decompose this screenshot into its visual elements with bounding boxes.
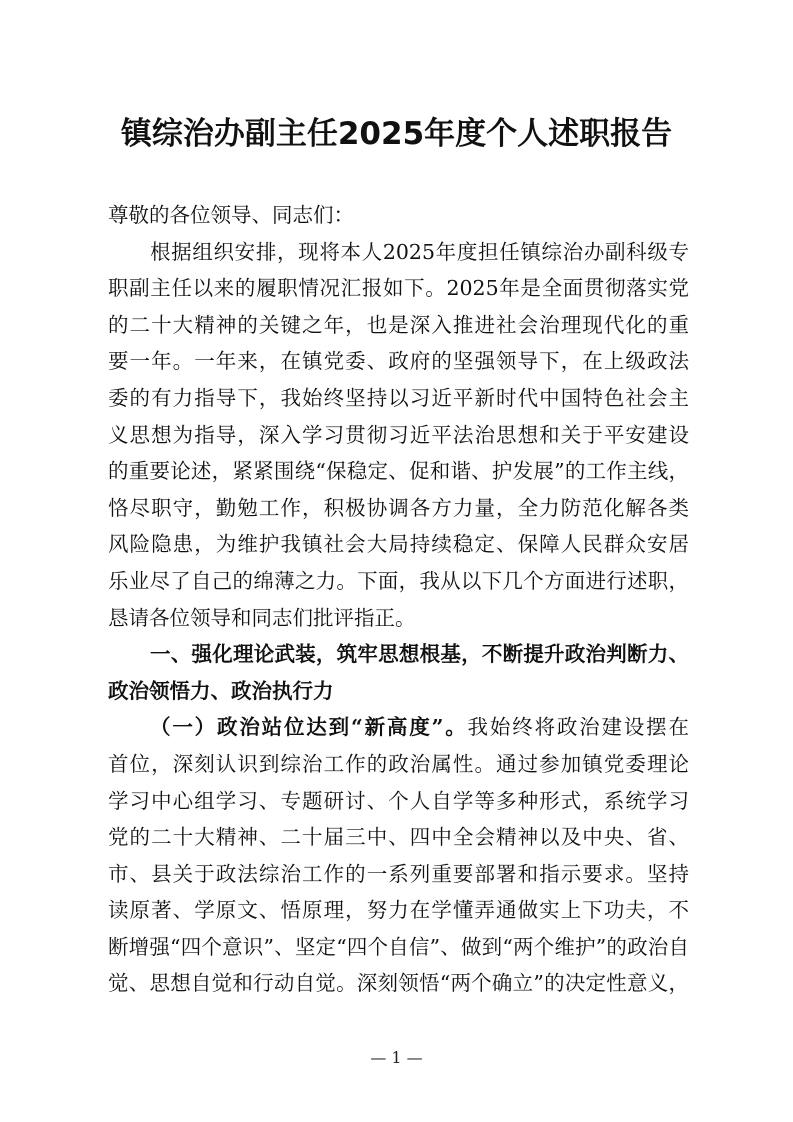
text-line: 风险隐患，为维护我镇社会大局持续稳定、保障人民群众安居 <box>108 532 689 557</box>
subsection-first-line <box>108 709 689 746</box>
subsection-first-line-rest: 我始终将政治建设摆在 <box>467 715 689 740</box>
text-line: 的二十大精神的关键之年，也是深入推进社会治理现代化的重 <box>108 312 689 337</box>
salutation: 尊敬的各位领导、同志们： <box>108 203 354 227</box>
text-line: 的重要论述，紧紧围绕“保稳定、促和谐、护发展”的工作主线， <box>108 459 689 484</box>
text-line: 职副主任以来的履职情况汇报如下。2025年是全面贯彻落实党 <box>108 276 689 301</box>
text-line: 党的二十大精神、二十届三中、四中全会精神以及中央、省、 <box>108 825 689 850</box>
text-line: 委的有力指导下，我始终坚持以习近平新时代中国特色社会主 <box>108 385 689 410</box>
intro-paragraph <box>108 234 689 637</box>
text-line: 政治领悟力、政治执行力 <box>108 678 334 703</box>
document-title: 镇综治办副主任2025年度个人述职报告 <box>120 116 673 152</box>
text-line: 根据组织安排，现将本人2025年度担任镇综治办副科级专 <box>150 239 689 264</box>
subsection-paragraph <box>108 709 689 1002</box>
text-line: 市、县关于政法综治工作的一系列重要部署和指示要求。坚持 <box>108 861 689 886</box>
page-number: — 1 — <box>370 1048 423 1067</box>
text-line: 学习中心组学习、专题研讨、个人自学等多种形式，系统学习 <box>108 788 689 813</box>
text-line: 要一年。一年来，在镇党委、政府的坚强领导下，在上级政法 <box>108 349 689 374</box>
section-heading <box>108 636 689 709</box>
subsection-lead: （一）政治站位达到“新高度”。 <box>150 715 468 740</box>
text-line: 一、强化理论武装，筑牢思想根基，不断提升政治判断力、 <box>150 642 689 667</box>
text-line: 读原著、学原文、悟原理，努力在学懂弄通做实上下功夫，不 <box>108 898 689 923</box>
text-line: 义思想为指导，深入学习贯彻习近平法治思想和关于平安建设 <box>108 422 689 447</box>
text-line: 断增强“四个意识”、坚定“四个自信”、做到“两个维护”的政治自 <box>108 934 689 959</box>
text-line: 恳请各位领导和同志们批评指正。 <box>108 605 416 630</box>
text-line: 乐业尽了自己的绵薄之力。下面，我从以下几个方面进行述职， <box>108 568 689 593</box>
text-line: 觉、思想自觉和行动自觉。深刻领悟“两个确立”的决定性意义， <box>108 971 689 996</box>
document-body <box>108 197 689 1002</box>
text-line: 首位，深刻认识到综治工作的政治属性。通过参加镇党委理论 <box>108 751 689 776</box>
text-line: 恪尽职守，勤勉工作，积极协调各方力量，全力防范化解各类 <box>108 495 689 520</box>
